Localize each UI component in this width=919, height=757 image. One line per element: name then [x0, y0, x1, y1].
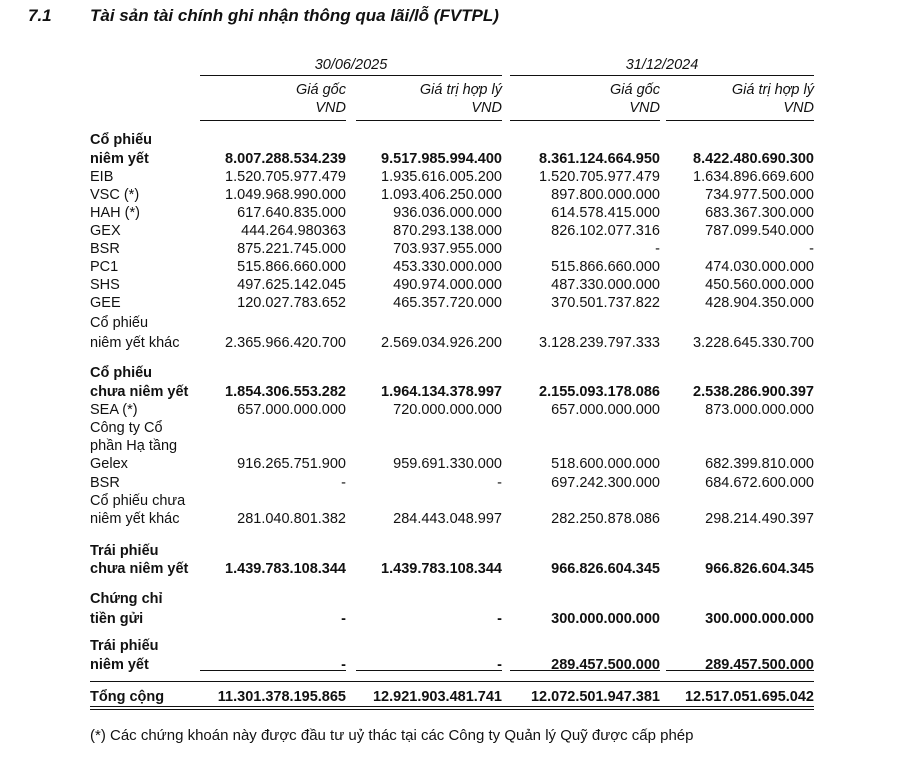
cell-value: 936.036.000.000 [393, 205, 502, 221]
cell-value: 684.672.600.000 [705, 475, 814, 491]
header-underline [510, 120, 660, 121]
cell-value: 683.367.300.000 [705, 205, 814, 221]
row-label: PC1 [90, 259, 119, 275]
cell-value: 2.365.966.420.700 [225, 335, 346, 351]
cell-value: 870.293.138.000 [393, 223, 502, 239]
table-row [0, 383, 919, 401]
cell-value: 465.357.720.000 [393, 295, 502, 311]
table-row [0, 656, 919, 674]
date-underline [510, 75, 814, 76]
column-header-cost-2025: Giá gốc VND [296, 82, 346, 116]
cell-value: - [341, 475, 346, 491]
cell-value: 12.072.501.947.381 [530, 689, 660, 705]
cell-value: 614.578.415.000 [551, 205, 660, 221]
cell-value: 875.221.745.000 [237, 241, 346, 257]
cell-value: 1.634.896.669.600 [693, 169, 814, 185]
cell-value: 1.439.783.108.344 [381, 561, 502, 577]
cell-value: 282.250.878.086 [551, 511, 660, 527]
table-row [0, 437, 919, 455]
cell-value: 281.040.801.382 [237, 511, 346, 527]
total-bottom-rule [90, 706, 814, 707]
cell-value: - [497, 657, 502, 673]
table-row [0, 419, 919, 437]
cell-value: 657.000.000.000 [551, 402, 660, 418]
date-underline [200, 75, 502, 76]
cell-value: 826.102.077.316 [551, 223, 660, 239]
cell-value: 289.457.500.000 [705, 657, 814, 673]
cell-value: 450.560.000.000 [705, 277, 814, 293]
header-underline [200, 120, 346, 121]
row-label: VSC (*) [90, 187, 140, 203]
row-label: phần Hạ tầng [90, 438, 178, 454]
cell-value: 2.538.286.900.397 [693, 384, 814, 400]
cell-value: 8.361.124.664.950 [539, 151, 660, 167]
header-underline [356, 120, 502, 121]
cell-value: 453.330.000.000 [393, 259, 502, 275]
row-label: Chứng chỉ [90, 591, 163, 607]
cell-value: 8.422.480.690.300 [693, 151, 814, 167]
table-row [0, 560, 919, 578]
table-row [0, 542, 919, 560]
subtotal-rule [356, 670, 502, 671]
table-row [0, 150, 919, 168]
row-label: HAH (*) [90, 205, 140, 221]
row-label: Trái phiếu [90, 543, 159, 559]
cell-value: 474.030.000.000 [705, 259, 814, 275]
row-label: SHS [90, 277, 120, 293]
cell-value: - [809, 241, 814, 257]
cell-value: 617.640.835.000 [237, 205, 346, 221]
header-underline [666, 120, 814, 121]
row-label: niêm yết khác [90, 511, 180, 527]
table-row [0, 610, 919, 628]
cell-value: 11.301.378.195.865 [217, 689, 346, 705]
row-label: Tổng cộng [90, 689, 165, 705]
cell-value: 720.000.000.000 [393, 402, 502, 418]
table-row [0, 590, 919, 608]
table-row [0, 131, 919, 149]
cell-value: 289.457.500.000 [551, 657, 660, 673]
cell-value: 2.155.093.178.086 [539, 384, 660, 400]
row-label: Cổ phiếu [90, 365, 153, 381]
table-row [0, 492, 919, 510]
cell-value: 1.093.406.250.000 [381, 187, 502, 203]
table-row [0, 334, 919, 352]
cell-value: 300.000.000.000 [551, 611, 660, 627]
footnote: (*) Các chứng khoán này được đầu tư uỷ thác tại các Công ty Quản lý Quỹ được cấp phép [90, 727, 694, 744]
cell-value: 300.000.000.000 [705, 611, 814, 627]
cell-value: 487.330.000.000 [551, 277, 660, 293]
section-title: Tài sản tài chính ghi nhận thông qua lãi/lỗ (FVTPL) [90, 6, 499, 25]
column-header-cost-2024: Giá gốc VND [610, 82, 660, 116]
row-label: niêm yết [90, 657, 149, 673]
subtotal-rule [510, 670, 660, 671]
table-row [0, 455, 919, 473]
row-label: niêm yết khác [90, 335, 180, 351]
table-row [0, 510, 919, 528]
cell-value: 916.265.751.900 [237, 456, 346, 472]
table-row [0, 240, 919, 258]
cell-value: 428.904.350.000 [705, 295, 814, 311]
cell-value: 12.921.903.481.741 [372, 689, 502, 705]
cell-value: 3.228.645.330.700 [693, 335, 814, 351]
row-label: SEA (*) [90, 402, 138, 418]
cell-value: 3.128.239.797.333 [539, 335, 660, 351]
cell-value: 897.800.000.000 [551, 187, 660, 203]
subtotal-rule [666, 670, 814, 671]
cell-value: 1.854.306.553.282 [225, 384, 346, 400]
cell-value: 873.000.000.000 [705, 402, 814, 418]
cell-value: 697.242.300.000 [551, 475, 660, 491]
cell-value: 8.007.288.534.239 [225, 151, 346, 167]
cell-value: 966.826.604.345 [551, 561, 660, 577]
row-label: GEE [90, 295, 121, 311]
date-header-2025: 30/06/2025 [314, 57, 388, 73]
table-row [0, 258, 919, 276]
cell-value: 1.520.705.977.479 [225, 169, 346, 185]
cell-value: 370.501.737.822 [551, 295, 660, 311]
cell-value: - [497, 611, 502, 627]
cell-value: 959.691.330.000 [393, 456, 502, 472]
cell-value: 1.049.968.990.000 [225, 187, 346, 203]
row-label: EIB [90, 169, 114, 185]
table-row [0, 222, 919, 240]
row-label: Gelex [90, 456, 128, 472]
cell-value: 515.866.660.000 [237, 259, 346, 275]
row-label: Công ty Cổ [90, 420, 163, 436]
column-header-fair-value-2024: Giá trị hợp lý VND [731, 82, 814, 116]
table-row [0, 204, 919, 222]
cell-value: 497.625.142.045 [237, 277, 346, 293]
row-label: chưa niêm yết [90, 561, 189, 577]
section-number: 7.1 [28, 6, 52, 25]
cell-value: 120.027.783.652 [237, 295, 346, 311]
cell-value: 1.439.783.108.344 [225, 561, 346, 577]
date-header-2024: 31/12/2024 [625, 57, 699, 73]
cell-value: - [341, 657, 346, 673]
cell-value: 966.826.604.345 [705, 561, 814, 577]
row-label: Cổ phiếu [90, 315, 149, 331]
row-label: tiền gửi [90, 611, 144, 627]
row-label: BSR [90, 475, 120, 491]
cell-value: 657.000.000.000 [237, 402, 346, 418]
cell-value: 2.569.034.926.200 [381, 335, 502, 351]
cell-value: 515.866.660.000 [551, 259, 660, 275]
row-label: GEX [90, 223, 121, 239]
cell-value: 682.399.810.000 [705, 456, 814, 472]
cell-value: 734.977.500.000 [705, 187, 814, 203]
cell-value: 1.520.705.977.479 [539, 169, 660, 185]
cell-value: 1.935.616.005.200 [381, 169, 502, 185]
table-row [0, 186, 919, 204]
cell-value: 703.937.955.000 [393, 241, 502, 257]
cell-value: 444.264.980363 [241, 223, 346, 239]
row-label: Cổ phiếu [90, 132, 153, 148]
table-row [0, 474, 919, 492]
row-label: Cổ phiếu chưa [90, 493, 186, 509]
cell-value: 490.974.000.000 [393, 277, 502, 293]
total-bottom-rule [90, 709, 814, 710]
row-label: BSR [90, 241, 120, 257]
row-label: chưa niêm yết [90, 384, 189, 400]
cell-value: 12.517.051.695.042 [684, 689, 814, 705]
table-row [0, 364, 919, 382]
cell-value: 9.517.985.994.400 [381, 151, 502, 167]
cell-value: 518.600.000.000 [551, 456, 660, 472]
table-row [0, 637, 919, 655]
table-row [0, 314, 919, 332]
subtotal-rule [200, 670, 346, 671]
cell-value: 298.214.490.397 [705, 511, 814, 527]
table-row [0, 294, 919, 312]
column-header-fair-value-2025: Giá trị hợp lý VND [419, 82, 502, 116]
cell-value: 284.443.048.997 [393, 511, 502, 527]
total-top-rule [90, 681, 814, 682]
table-row [0, 168, 919, 186]
cell-value: - [497, 475, 502, 491]
cell-value: 1.964.134.378.997 [381, 384, 502, 400]
cell-value: - [341, 611, 346, 627]
row-label: Trái phiếu [90, 638, 159, 654]
table-row [0, 688, 919, 706]
table-row [0, 276, 919, 294]
table-row [0, 401, 919, 419]
cell-value: - [655, 241, 660, 257]
cell-value: 787.099.540.000 [705, 223, 814, 239]
row-label: niêm yết [90, 151, 149, 167]
